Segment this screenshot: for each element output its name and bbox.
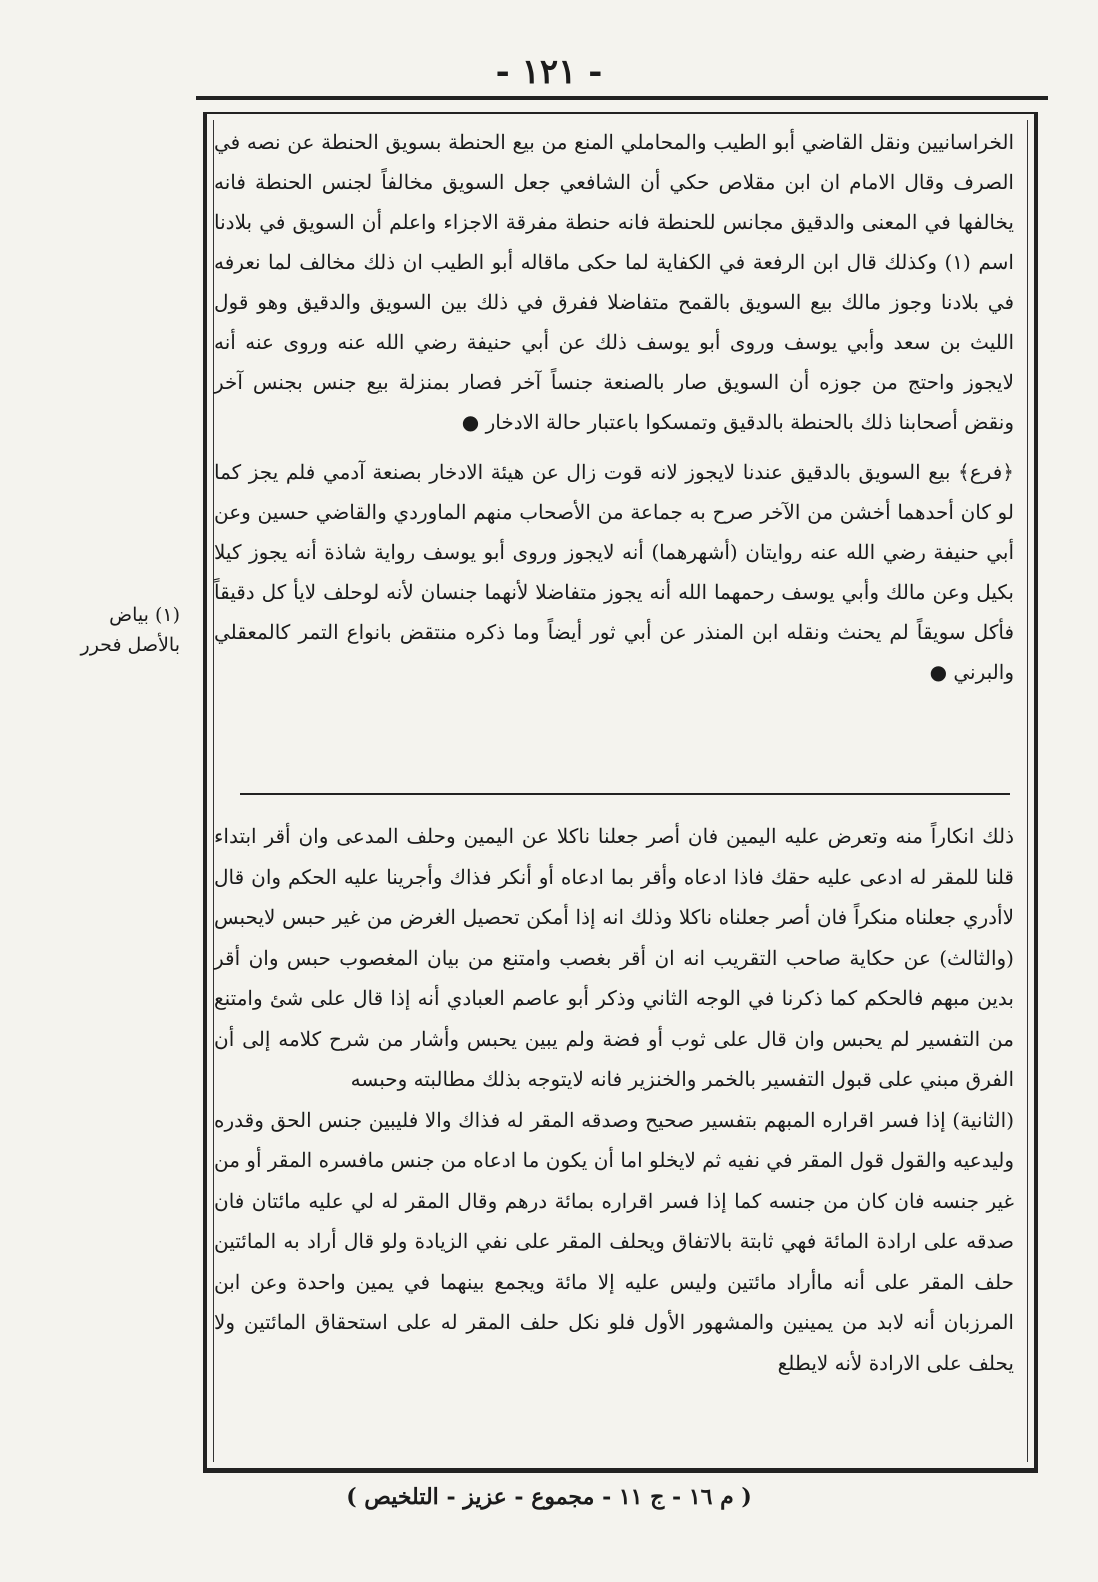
paragraph: الخراسانيين ونقل القاضي أبو الطيب والمحاملي المنع من بيع الحنطة بسويق الحنطة عن نصه في الصرف وقال الامام ان ابن مقلاص حكي أن الشافعي جعل السويق مخالفاً لجنس الحنطة فانه يخالفها في المعنى والدقيق مجانس للحنطة فانه حنطة مفرقة الاجزاء واعلم أن السويق في بلادنا اسم (١) وكذلك قال ابن الرفعة في الكفاية لما حكى ماقاله أبو الطيب ان ذلك مخالف لما نعرفه في بلادنا وجوز مالك بيع السويق بالقمح متفاضلا ففرق في ذلك بين السويق والدقيق وهو قول الليث بن سعد وأبي يوسف وروى أبو يوسف ذلك عن أبي حنيفة رضي الله عنه وروى عنه أنه لايجوز واحتج من جوزه أن السويق صار بالصنعة جنساً آخر فصار بمنزلة بيع جنس بجنس آخر ونقض أصحابنا ذلك بالحنطة بالدقيق وتمسكوا باعتبار حالة الادخار ● [214, 130, 1015, 434]
page-number: - ١٢١ - [495, 52, 603, 92]
margin-footnote: (١) بياض بالأصل فحرر [80, 604, 180, 656]
paragraph: (الثانية) إذا فسر اقراره المبهم بتفسير صحيح وصدقه المقر له فذاك والا فليبين جنس الحق وقدره وليدعيه والقول قول المقر في نفيه ثم لايخلو اما أن يكون ما ادعاه من جنس مافسره المقر أو من غير جنسه فان كان من جنسه كما إذا فسر اقراره بمائة درهم وقال المقر له لي عليه مائتان فان صدقه على ارادة المائة فهي ثابتة بالاتفاق ويحلف المقر على نفي الزيادة ولو قال أراد به المائتين حلف المقر على أنه ماأراد مائتين وليس عليه إلا مائة ويجمع بينهما في يمين واحدة وعن ابن المرزبان أنه لابد من يمينين والمشهور الأول فلو نكل حلف المقر له على استحقاق المائتين ولا يحلف على الارادة لأنه لايطلع [214, 1107, 1014, 1375]
top-rule [196, 96, 1048, 100]
section-divider [240, 793, 1010, 795]
upper-text-block [214, 122, 1014, 692]
paragraph-spacer [214, 442, 1014, 452]
lower-text-block [214, 816, 1014, 1383]
paragraph: ﴿فرع﴾ بيع السويق بالدقيق عندنا لايجوز لانه قوت زال عن هيئة الادخار بصنعة آدمي فلم يجز كما لو كان أحدهما أخشن من الآخر صرح به جماعة من الأصحاب منهم الماوردي والقاضي حسين وعن أبي حنيفة رضي الله عنه روايتان (أشهرهما) أنه لايجوز وروى أبو يوسف رواية شاذة أنه يجوز كيلا بكيل وعن مالك وأبي يوسف رحمهما الله أنه يجوز متفاضلا لأنهما جنسان لأنه لوحلف لايأ كل دقيقاً فأكل سويقاً لم يحنث ونقله ابن المنذر عن أبي ثور أيضاً وما ذكره منتقض بانواع التمر كالمعقلي والبرني ● [214, 460, 1014, 684]
paragraph: ذلك انكاراً منه وتعرض عليه اليمين فان أصر جعلنا ناكلا عن اليمين وحلف المدعى وان أقر ابتداء قلنا للمقر له ادعى عليه حقك فاذا ادعاه وأقر بما ادعاه أو أنكر فذاك وأجرينا عليه الحكم وان قال لاأدري جعلناه منكراً فان أصر جعلناه ناكلا وذلك انه إذا أمكن تحصيل الغرض من غير حبس لايحبس (والثالث) عن حكاية صاحب التقريب انه ان أقر بغصب وامتنع من بيان المغصوب حبس وان أقر بدين مبهم فالحكم كما ذكرنا في الوجه الثاني وذكر أبو عاصم العبادي أنه إذا قال على شئ وامتنع من التفسير لم يحبس وان قال على ثوب أو فضة ولم يبين يحبس وأشار من شرح كلامه إلى أن الفرق مبني على قبول التفسير بالخمر والخنزير فانه لايتوجه بذلك مطالبته وحبسه [214, 824, 1014, 1091]
footer-reference: ( م ١٦ - ج ١١ - مجموع - عزيز - التلخيص ) [346, 1484, 752, 1510]
